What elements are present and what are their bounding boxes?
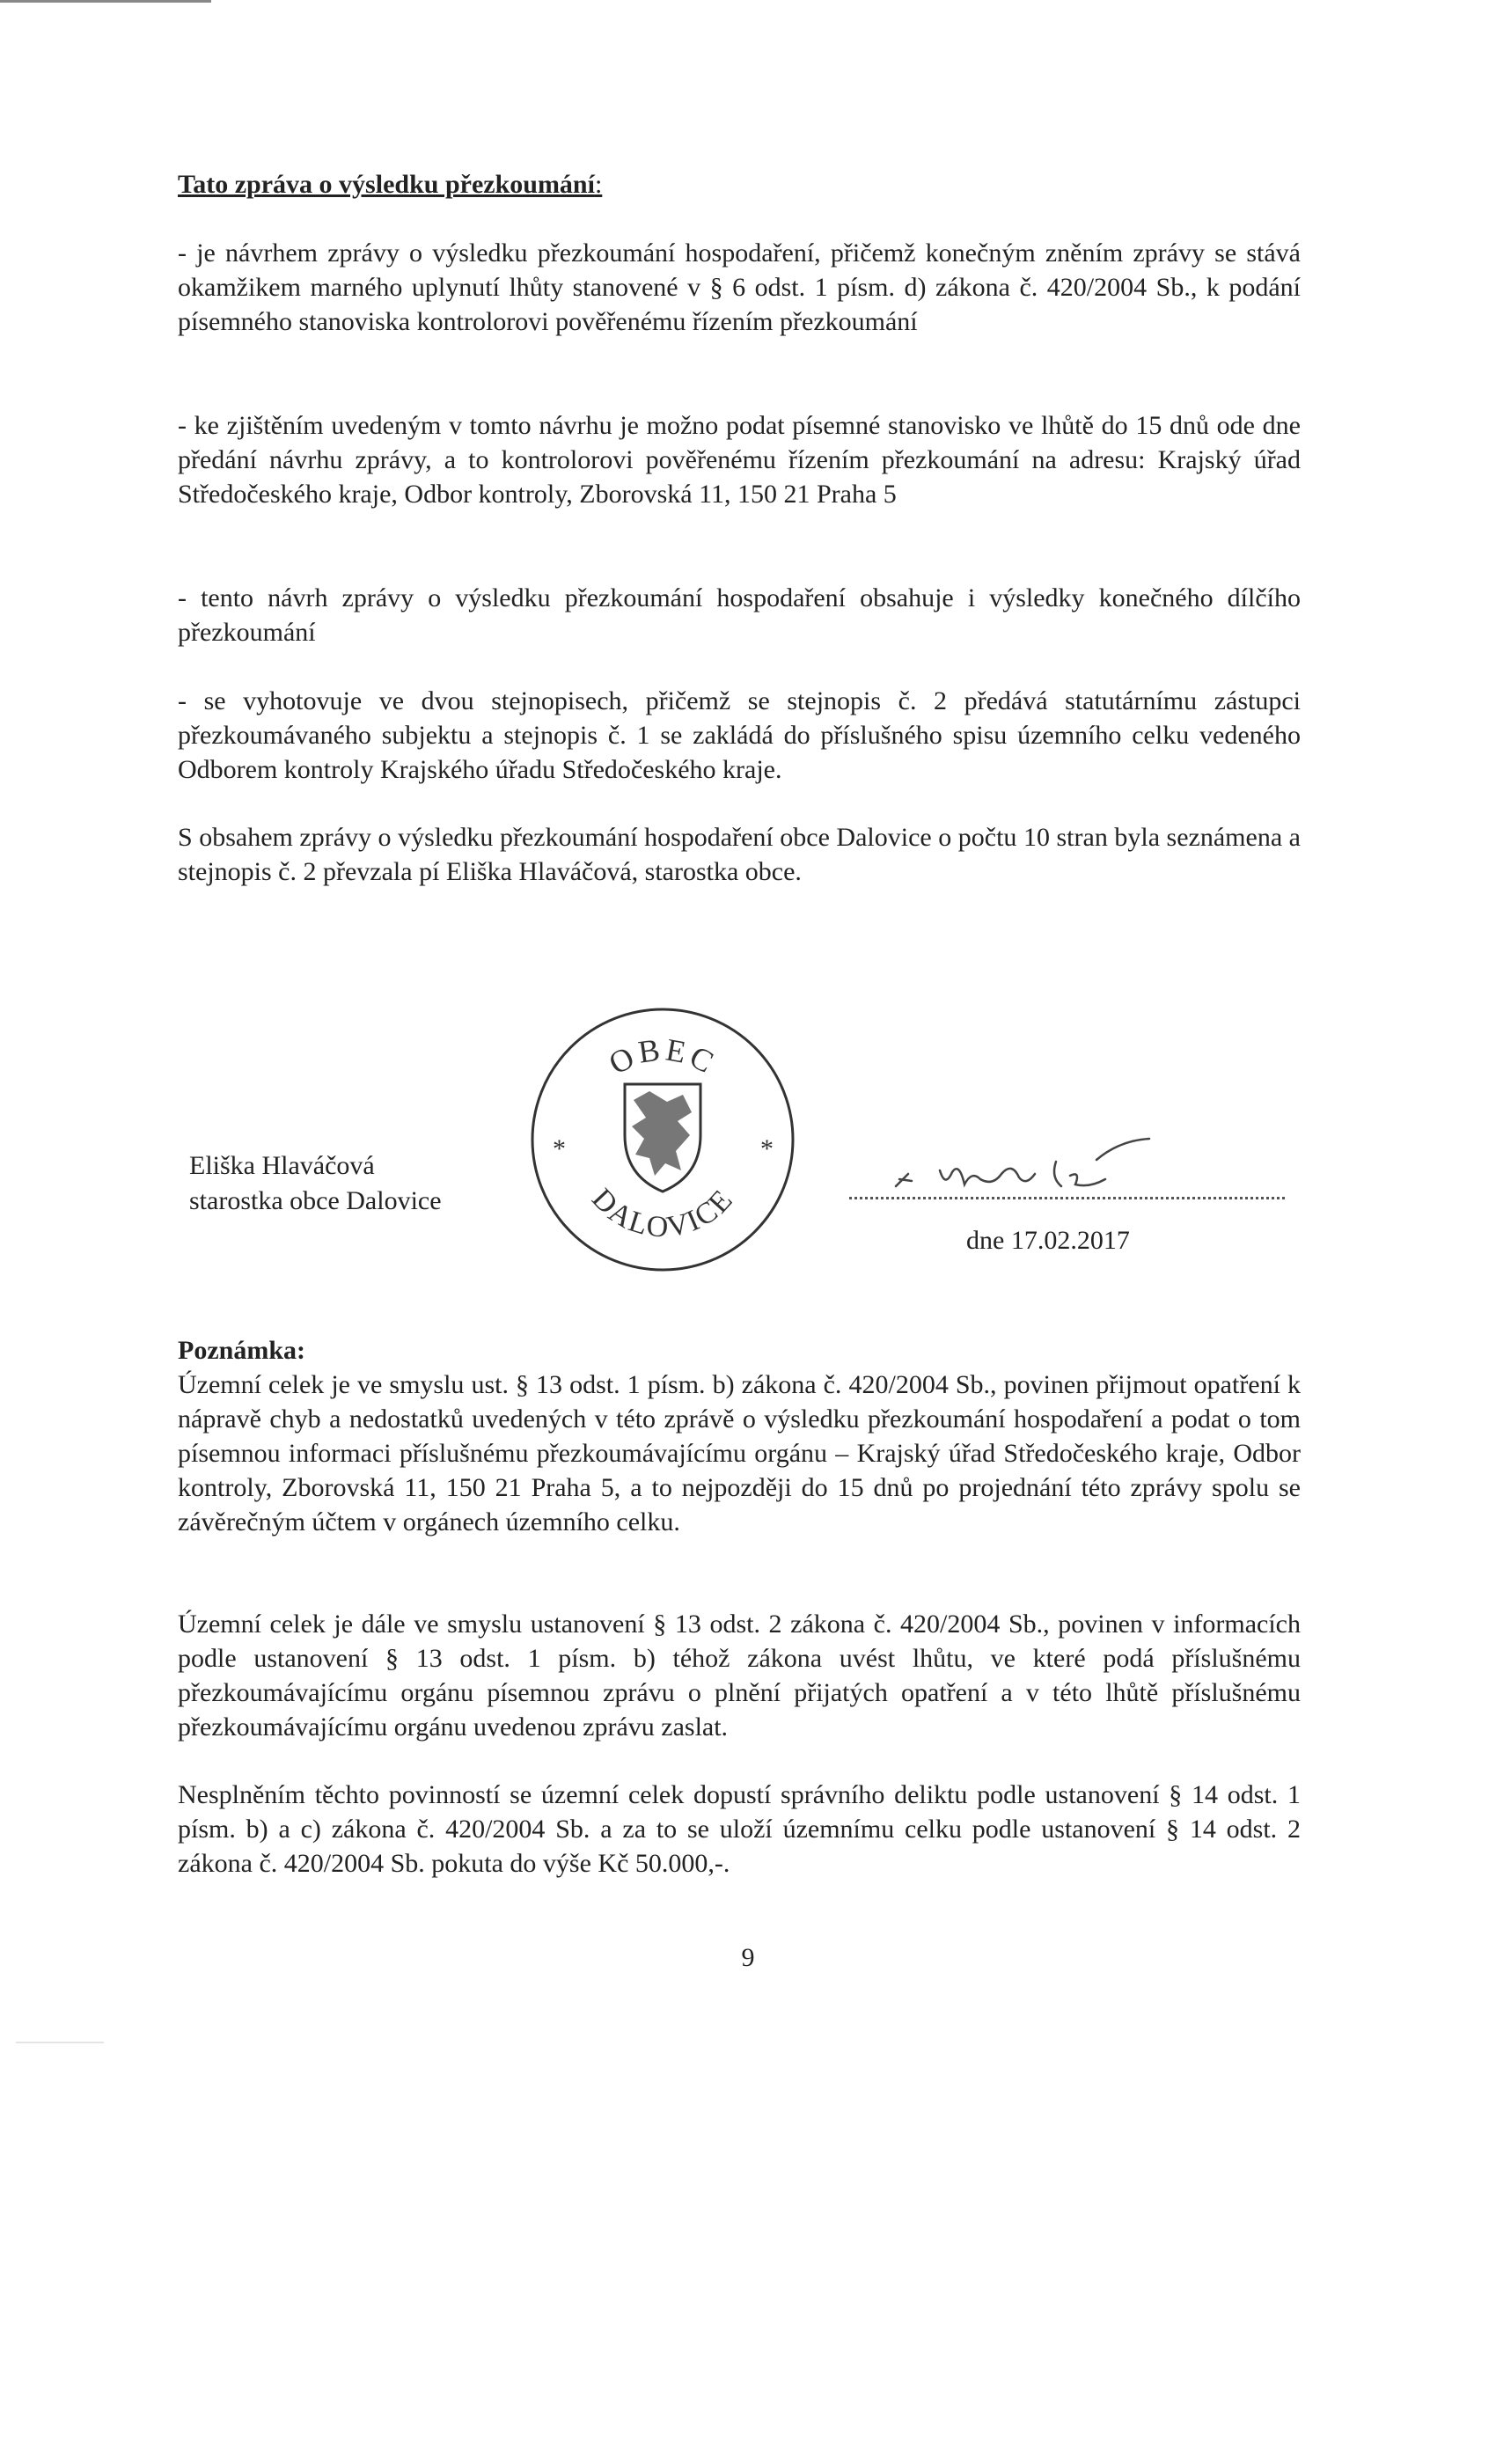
note-paragraph-remedy: Územní celek je ve smyslu ust. § 13 odst. 1 písm. b) zákona č. 420/2004 Sb., povinen přijmout opatření k nápravě chyb a nedostatků uvedených v této zprávě o výsledku přezkoumání hospodaření a podat o tom písemnou informaci příslušnému přezkoumávajícímu orgánu – Krajský úřad Středočeského kraje, Odbor kontroly, Zborovská 11, 150 21 Praha 5, a to nejpozději do 15 dnů po projednání této zprávy spolu se závěrečným účtem v orgánech územního celku. (178, 1370, 1301, 1536)
note-heading: Poznámka: (178, 1336, 305, 1365)
scan-edge-mark (16, 2042, 104, 2043)
stamp-top-text: OBEC (603, 1031, 722, 1082)
note-paragraph-deadline: Územní celek je dále ve smyslu ustanovení § 13 odst. 2 zákona č. 420/2004 Sb., povinen v informacích podle ustanovení § 13 odst. 1 písm. b) téhož zákona uvést lhůtu, ve které podá příslušnému přezkoumávajícímu orgánu písemnou zprávu o plnění přijatých opatření a v této lhůtě příslušnému přezkoumávajícímu orgánu uvedenou zprávu zaslat. (178, 1610, 1301, 1742)
handwritten-signature (889, 1135, 1179, 1206)
signatory-name: Eliška Hlaváčová (189, 1151, 375, 1180)
signature-date: dne 17.02.2017 (966, 1226, 1130, 1255)
stamp-bottom-text: DALOVICE (585, 1182, 740, 1244)
report-heading-colon: : (594, 170, 603, 199)
paragraph-acknowledgement: S obsahem zprávy o výsledku přezkoumání hospodaření obce Dalovice o počtu 10 stran byla seznámena a stejnopis č. 2 převzala pí Eliška Hlaváčová, starostka obce. (178, 823, 1301, 886)
report-heading-text: Tato zpráva o výsledku přezkoumání (178, 170, 595, 199)
municipal-stamp (526, 1003, 799, 1276)
coat-of-arms-icon (625, 1084, 700, 1192)
signature-line (849, 1197, 1285, 1199)
paragraph-statement-deadline: - ke zjištěním uvedeným v tomto návrhu je možno podat písemné stanovisko ve lhůtě do 15 dnů ode dne předání návrhu zprávy, a to kontrolorovi pověřenému řízením přezkoumání na adresu: Krajský úřad Středočeského kraje, Odbor kontroly, Zborovská 11, 150 21 Praha 5 (178, 411, 1301, 509)
paragraph-copies: - se vyhotovuje ve dvou stejnopisech, přičemž se stejnopis č. 2 předává statutárnímu zástupci přezkoumávaného subjektu a stejnopis č. 1 se zakládá do příslušného spisu územního celku vedeného Odborem kontroly Krajského úřadu Středočeského kraje. (178, 686, 1301, 784)
note-paragraph-penalty: Nesplněním těchto povinností se územní celek dopustí správního deliktu podle ustanovení § 14 odst. 1 písm. b) a c) zákona č. 420/2004 Sb. a za to se uloží územnímu celku podle ustanovení § 14 odst. 2 zákona č. 420/2004 Sb. pokuta do výše Kč 50.000,-. (178, 1780, 1301, 1878)
stamp-star-left: * (553, 1134, 566, 1163)
top-edge-rule (0, 0, 211, 3)
page-number: 9 (741, 1943, 755, 1972)
paragraph-draft-status: - je návrhem zprávy o výsledku přezkoumání hospodaření, přičemž konečným zněním zprávy se stává okamžikem marného uplynutí lhůty stanovené v § 6 odst. 1 písm. d) zákona č. 420/2004 Sb., k podání písemného stanoviska kontrolorovi pověřenému řízením přezkoumání (178, 238, 1301, 336)
signatory-role: starostka obce Dalovice (189, 1186, 442, 1215)
stamp-star-right: * (760, 1134, 774, 1163)
report-heading (178, 167, 602, 202)
signatory-block (189, 1148, 442, 1219)
paragraph-partial-review: - tento návrh zprávy o výsledku přezkoumání hospodaření obsahuje i výsledky konečného dílčího přezkoumání (178, 583, 1301, 647)
